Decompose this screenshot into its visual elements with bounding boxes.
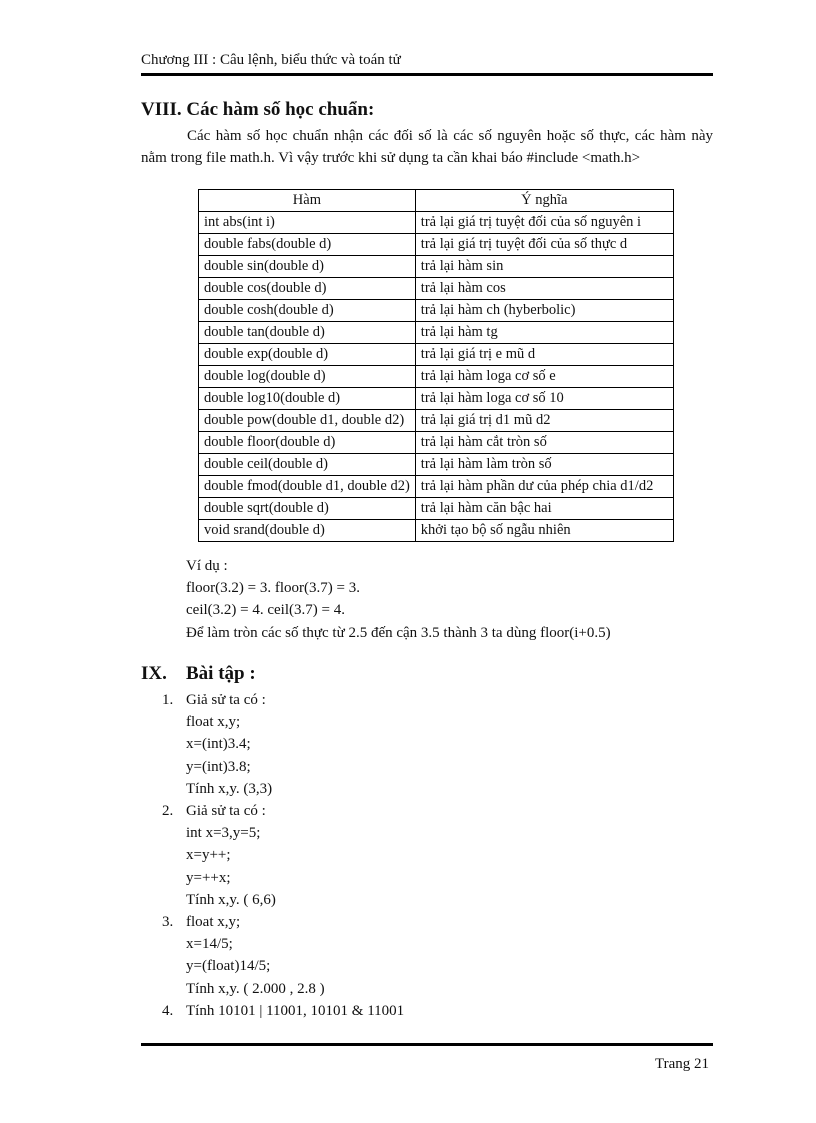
exercise-line: Tính x,y. ( 6,6) [186, 891, 276, 908]
function-meaning-cell: trả lại giá trị tuyệt đối của số thực d [415, 234, 673, 256]
section-viii-heading: VIII. Các hàm số học chuẩn: [141, 99, 375, 120]
section-ix-title: Bài tập : [186, 663, 256, 684]
exercise-line: float x,y; [186, 914, 241, 931]
table-row [199, 520, 674, 542]
function-signature-cell: int abs(int i) [199, 212, 416, 234]
page-number: Trang 21 [654, 1056, 709, 1072]
exercise-line: float x,y; [186, 714, 241, 731]
table-row [199, 388, 674, 410]
table-row [199, 322, 674, 344]
header-divider [141, 73, 713, 76]
function-meaning-cell: trả lại hàm cắt tròn số [415, 432, 673, 454]
exercise-line: y=++x; [186, 869, 231, 886]
exercise-line: Tính x,y. ( 2.000 , 2.8 ) [186, 980, 325, 997]
function-signature-cell: double log10(double d) [199, 388, 416, 410]
example-label: Ví dụ : [186, 558, 228, 574]
function-signature-cell: double fmod(double d1, double d2) [199, 476, 416, 498]
intro-line-2: nằm trong file math.h. Vì vậy trước khi sử dụng ta cần khai báo #include <math.h> [141, 150, 641, 166]
section-viii-intro [141, 125, 713, 169]
example-line: Để làm tròn các số thực từ 2.5 đến cận 3.5 thành 3 ta dùng floor(i+0.5) [186, 624, 611, 641]
column-header-function: Hàm [199, 190, 416, 212]
exercise-item [162, 689, 404, 800]
exercise-body [186, 911, 404, 1000]
exercise-number: 1. [162, 692, 174, 708]
intro-line-1: Các hàm số học chuẩn nhận các đối số là các số nguyên hoặc số thực, các hàm này [187, 128, 713, 144]
table-row [199, 300, 674, 322]
table-header-row [199, 190, 674, 212]
section-ix-number: IX. [141, 663, 167, 684]
table-row [199, 344, 674, 366]
function-signature-cell: double floor(double d) [199, 432, 416, 454]
exercise-line: x=14/5; [186, 936, 233, 953]
exercise-body [186, 1000, 404, 1022]
exercise-body [186, 689, 404, 800]
exercise-line: x=(int)3.4; [186, 736, 251, 753]
function-signature-cell: void srand(double d) [199, 520, 416, 542]
page-header: Chương III : Câu lệnh, biểu thức và toán tử [141, 52, 401, 68]
table-row [199, 278, 674, 300]
function-signature-cell: double pow(double d1, double d2) [199, 410, 416, 432]
exercise-item [162, 911, 404, 1000]
function-meaning-cell: trả lại hàm sin [415, 256, 673, 278]
exercise-number: 4. [162, 1002, 174, 1019]
function-meaning-cell: trả lại hàm căn bậc hai [415, 498, 673, 520]
function-signature-cell: double sqrt(double d) [199, 498, 416, 520]
exercise-line: y=(float)14/5; [186, 958, 271, 975]
exercise-line: Giả sử ta có : [186, 692, 266, 708]
exercise-line: int x=3,y=5; [186, 825, 261, 842]
function-signature-cell: double cosh(double d) [199, 300, 416, 322]
exercise-number: 2. [162, 803, 174, 820]
function-signature-cell: double fabs(double d) [199, 234, 416, 256]
table-row [199, 256, 674, 278]
table-row [199, 212, 674, 234]
function-meaning-cell: trả lại hàm ch (hyberbolic) [415, 300, 673, 322]
function-meaning-cell: trả lại hàm loga cơ số e [415, 366, 673, 388]
footer-divider [141, 1043, 713, 1046]
example-line: ceil(3.2) = 4. ceil(3.7) = 4. [186, 602, 345, 619]
table-row [199, 454, 674, 476]
function-meaning-cell: trả lại hàm loga cơ số 10 [415, 388, 673, 410]
example-line: floor(3.2) = 3. floor(3.7) = 3. [186, 580, 360, 597]
function-meaning-cell: trả lại hàm tg [415, 322, 673, 344]
function-signature-cell: double ceil(double d) [199, 454, 416, 476]
exercise-item [162, 1000, 404, 1022]
function-meaning-cell: trả lại hàm làm tròn số [415, 454, 673, 476]
function-meaning-cell: trả lại giá trị tuyệt đối của số nguyên i [415, 212, 673, 234]
table-row [199, 476, 674, 498]
function-signature-cell: double exp(double d) [199, 344, 416, 366]
example-block [186, 555, 611, 644]
function-meaning-cell: trả lại hàm phần dư của phép chia d1/d2 [415, 476, 673, 498]
exercise-item [162, 800, 404, 911]
function-signature-cell: double tan(double d) [199, 322, 416, 344]
table-row [199, 498, 674, 520]
exercise-line: Tính x,y. (3,3) [186, 780, 273, 797]
math-functions-table [198, 189, 674, 542]
table-row [199, 234, 674, 256]
function-meaning-cell: khởi tạo bộ số ngẫu nhiên [415, 520, 673, 542]
column-header-meaning: Ý nghĩa [415, 190, 673, 212]
exercise-line: y=(int)3.8; [186, 758, 251, 775]
exercise-line: x=y++; [186, 847, 231, 864]
table-row [199, 410, 674, 432]
function-meaning-cell: trả lại hàm cos [415, 278, 673, 300]
function-signature-cell: double sin(double d) [199, 256, 416, 278]
exercise-line: Tính 10101 | 11001, 10101 & 11001 [186, 1002, 405, 1019]
exercise-body [186, 800, 404, 911]
table-row [199, 366, 674, 388]
function-signature-cell: double cos(double d) [199, 278, 416, 300]
exercise-number: 3. [162, 914, 174, 931]
exercise-list [162, 689, 404, 1022]
table-body [199, 212, 674, 542]
table-row [199, 432, 674, 454]
function-meaning-cell: trả lại giá trị d1 mũ d2 [415, 410, 673, 432]
function-meaning-cell: trả lại giá trị e mũ d [415, 344, 673, 366]
exercise-line: Giả sử ta có : [186, 803, 266, 820]
function-signature-cell: double log(double d) [199, 366, 416, 388]
